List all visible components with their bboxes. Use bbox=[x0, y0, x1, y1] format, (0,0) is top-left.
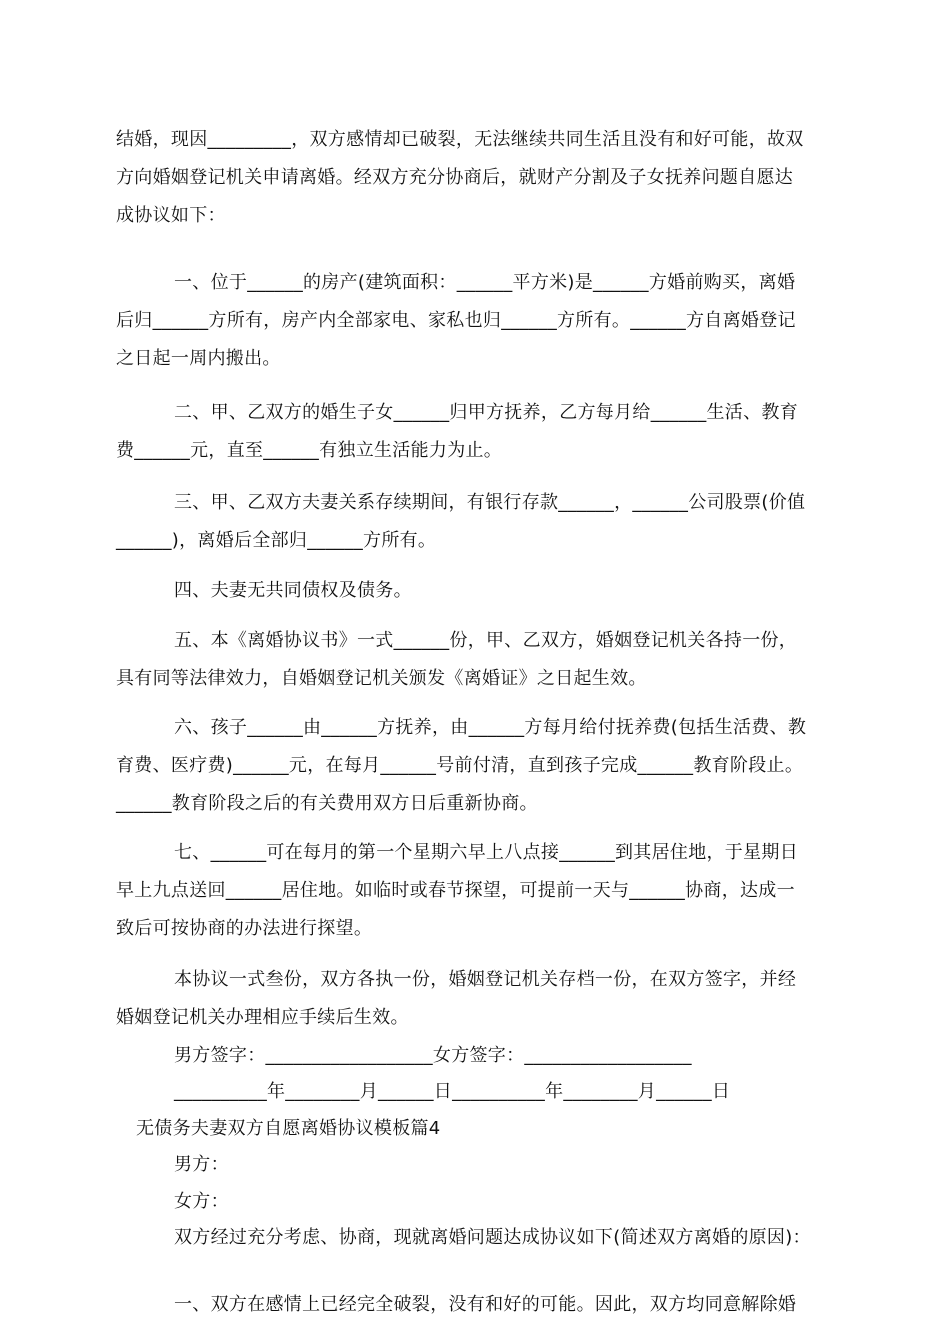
text-line: 早上九点送回______居住地。如临时或春节探望，可提前一天与______协商，达成一 bbox=[116, 880, 795, 901]
closing-clause: 本协议一式叁份，双方各执一份，婚姻登记机关存档一份，在双方签字，并经 bbox=[174, 969, 797, 990]
text-line: 后归______方所有，房产内全部家电、家私也归______方所有。______方自离婚登记 bbox=[116, 310, 796, 331]
clause-two: 二、甲、乙双方的婚生子女______归甲方抚养，乙方每月给______生活、教育 bbox=[174, 402, 798, 423]
agreement-intro: 双方经过充分考虑、协商，现就离婚问题达成协议如下(简述双方离婚的原因)： bbox=[174, 1227, 811, 1248]
text-line: 婚姻登记机关办理相应手续后生效。 bbox=[116, 1007, 409, 1028]
clause-one: 一、位于______的房产(建筑面积：______平方米)是______方婚前购买，离婚 bbox=[174, 272, 796, 293]
text-line: 致后可按协商的办法进行探望。 bbox=[116, 918, 373, 939]
section-heading: 无债务夫妻双方自愿离婚协议模板篇4 bbox=[136, 1118, 441, 1139]
text-line: ______)，离婚后全部归______方所有。 bbox=[116, 530, 437, 551]
text-line: 方向婚姻登记机关申请离婚。经双方充分协商后，就财产分割及子女抚养问题自愿达 bbox=[116, 167, 794, 188]
text-line: 结婚，现因_________，双方感情却已破裂，无法继续共同生活且没有和好可能，故双 bbox=[116, 129, 804, 150]
clause-four: 四、夫妻无共同债权及债务。 bbox=[174, 580, 412, 601]
clause-seven: 七、______可在每月的第一个星期六早上八点接______到其居住地，于星期日 bbox=[174, 842, 798, 863]
text-line: 成协议如下： bbox=[116, 205, 226, 226]
text-line: 具有同等法律效力，自婚姻登记机关颁发《离婚证》之日起生效。 bbox=[116, 668, 647, 689]
signature-line: 男方签字：__________________女方签字：__________________ bbox=[174, 1045, 692, 1066]
text-line: 费______元，直至______有独立生活能力为止。 bbox=[116, 440, 503, 461]
text-line: ______教育阶段之后的有关费用双方日后重新协商。 bbox=[116, 793, 538, 814]
clause-six: 六、孩子______由______方抚养，由______方每月给付抚养费(包括生活费、教 bbox=[174, 717, 807, 738]
date-line: __________年________月______日__________年________月______日 bbox=[174, 1081, 731, 1102]
clause-three: 三、甲、乙双方夫妻关系存续期间，有银行存款______，______公司股票(价值 bbox=[174, 492, 806, 513]
text-line: 之日起一周内搬出。 bbox=[116, 348, 281, 369]
text-line: 育费、医疗费)______元，在每月______号前付清，直到孩子完成______教育阶段止。 bbox=[116, 755, 804, 776]
female-party-label: 女方： bbox=[174, 1191, 229, 1212]
male-party-label: 男方： bbox=[174, 1154, 229, 1175]
clause-one: 一、双方在感情上已经完全破裂，没有和好的可能。因此，双方均同意解除婚 bbox=[174, 1294, 797, 1315]
clause-five: 五、本《离婚协议书》一式______份，甲、乙双方，婚姻登记机关各持一份， bbox=[174, 630, 798, 651]
